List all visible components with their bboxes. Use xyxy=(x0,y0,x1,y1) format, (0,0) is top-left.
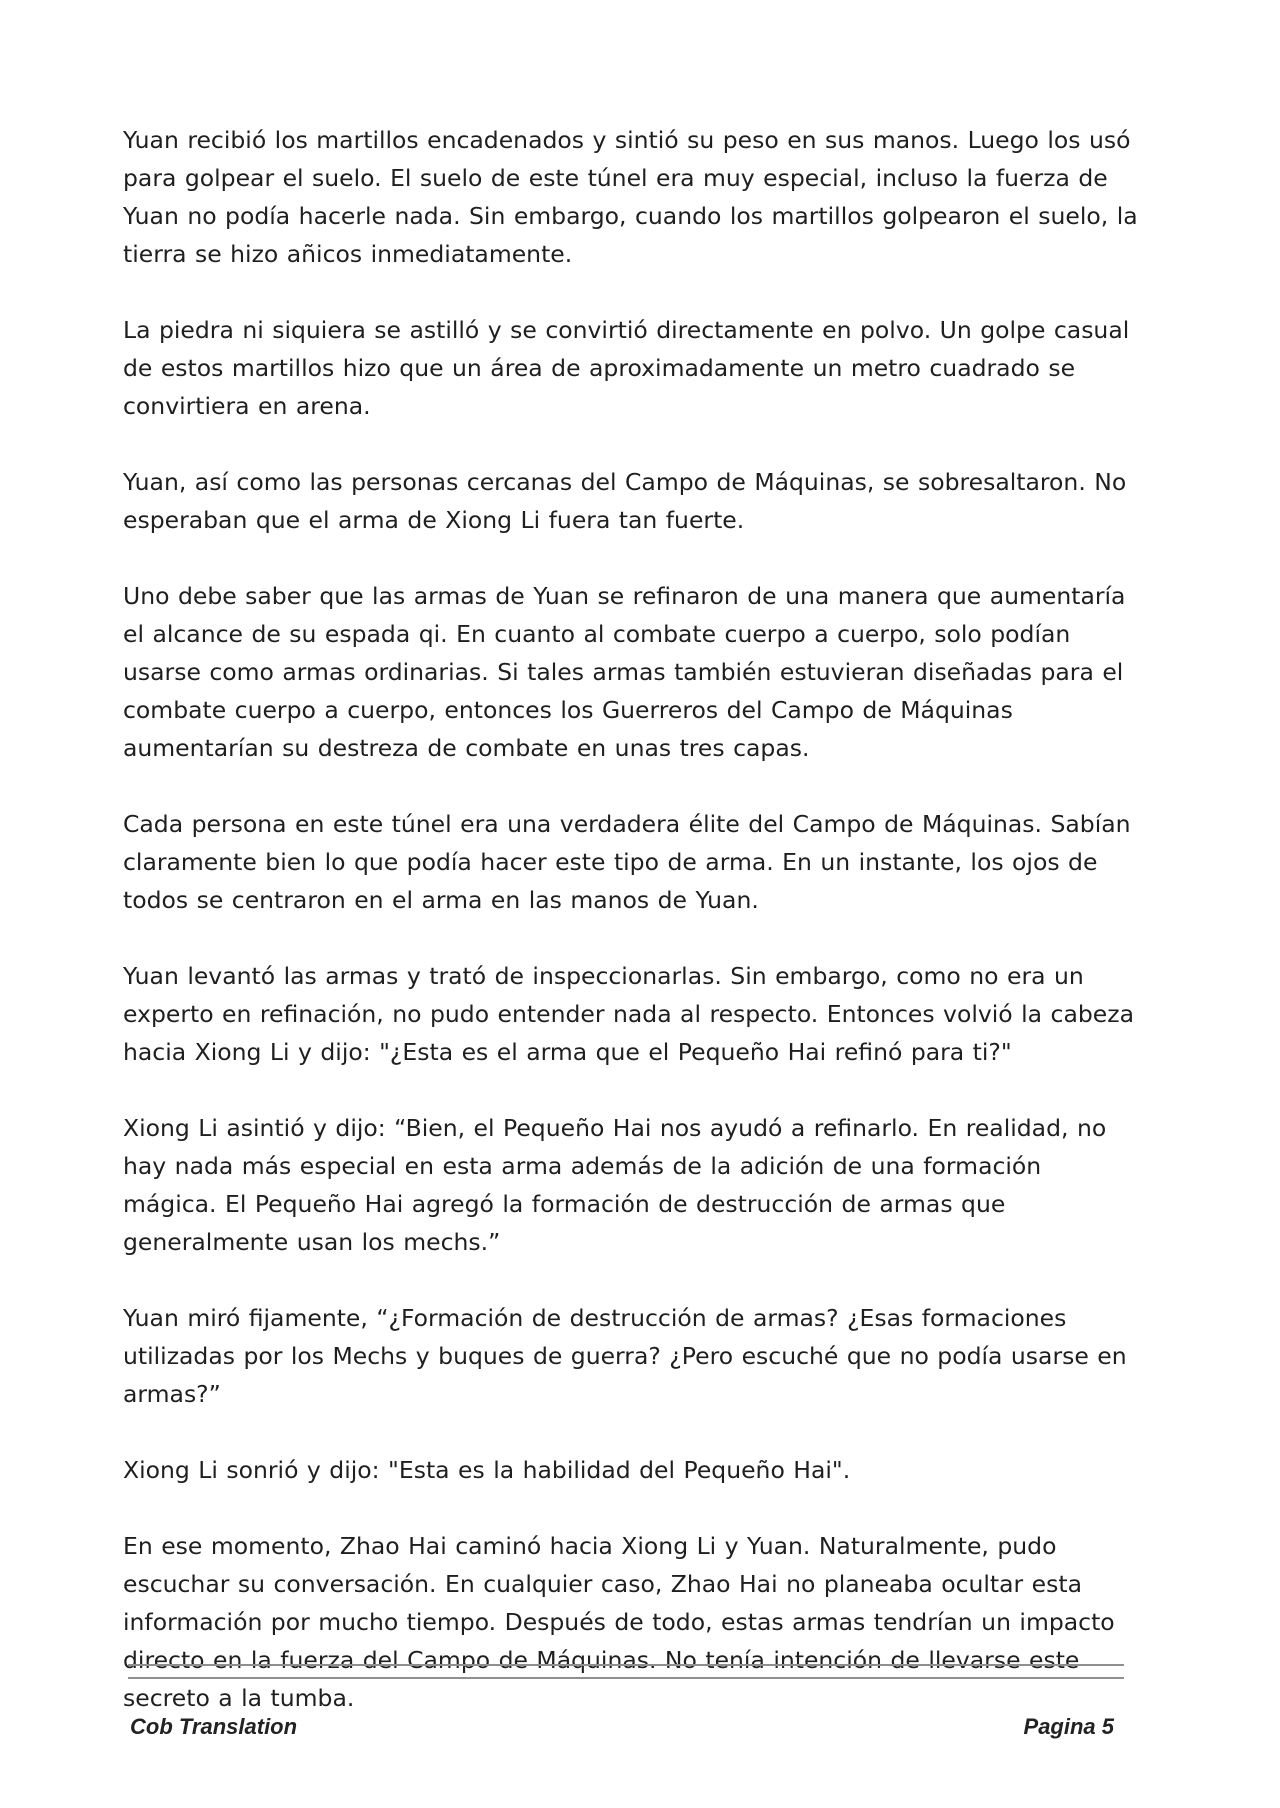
paragraph: Yuan levantó las armas y trató de inspeccionarlas. Sin embargo, como no era un experto en refinación, no pudo entender nada al respecto. Entonces volvió la cabeza hacia Xiong Li y dijo: "¿Esta es el arma que el Pequeño Hai refinó para ti?" xyxy=(123,962,1134,1066)
footer-divider xyxy=(128,1664,1124,1666)
page-footer xyxy=(128,1664,1124,1740)
footer-divider xyxy=(128,1677,1124,1679)
footer-source-label: Cob Translation xyxy=(130,1714,298,1739)
paragraph: Yuan, así como las personas cercanas del Campo de Máquinas, se sobresaltaron. No esperaban que el arma de Xiong Li fuera tan fuerte. xyxy=(123,468,1127,534)
paragraph: Yuan recibió los martillos encadenados y sintió su peso en sus manos. Luego los usó para golpear el suelo. El suelo de este túnel era muy especial, incluso la fuerza de Yuan no podía hacerle nada. Sin embargo, cuando los martillos golpearon el suelo, la tierra se hizo añicos inmediatamente. xyxy=(123,126,1138,268)
footer-row xyxy=(128,1714,1124,1740)
paragraph: La piedra ni siquiera se astilló y se convirtió directamente en polvo. Un golpe casual de estos martillos hizo que un área de aproximadamente un metro cuadrado se convirtiera en arena. xyxy=(123,316,1130,420)
document-body xyxy=(123,121,1143,1755)
paragraph: Uno debe saber que las armas de Yuan se refinaron de una manera que aumentaría el alcance de su espada qi. En cuanto al combate cuerpo a cuerpo, solo podían usarse como armas ordinarias. Si tales armas también estuvieran diseñadas para el combate cuerpo a cuerpo, entonces los Guerreros del Campo de Máquinas aumentarían su destreza de combate en unas tres capas. xyxy=(123,582,1126,762)
paragraph: Xiong Li sonrió y dijo: "Esta es la habilidad del Pequeño Hai". xyxy=(123,1456,851,1484)
paragraph: En ese momento, Zhao Hai caminó hacia Xiong Li y Yuan. Naturalmente, pudo escuchar su conversación. En cualquier caso, Zhao Hai no planeaba ocultar esta información por mucho tiempo. Después de todo, estas armas tendrían un impacto directo en la fuerza del Campo de Máquinas. No tenía intención de llevarse este secreto a la tumba. xyxy=(123,1532,1115,1712)
paragraph: Xiong Li asintió y dijo: “Bien, el Pequeño Hai nos ayudó a refinarlo. En realidad, no hay nada más especial en esta arma además de la adición de una formación mágica. El Pequeño Hai agregó la formación de destrucción de armas que generalmente usan los mechs.” xyxy=(123,1114,1107,1256)
page-number: Pagina 5 xyxy=(1023,1714,1114,1739)
paragraph: Cada persona en este túnel era una verdadera élite del Campo de Máquinas. Sabían claramente bien lo que podía hacer este tipo de arma. En un instante, los ojos de todos se centraron en el arma en las manos de Yuan. xyxy=(123,810,1131,914)
paragraph: Yuan miró fijamente, “¿Formación de destrucción de armas? ¿Esas formaciones utilizadas por los Mechs y buques de guerra? ¿Pero escuché que no podía usarse en armas?” xyxy=(123,1304,1127,1408)
